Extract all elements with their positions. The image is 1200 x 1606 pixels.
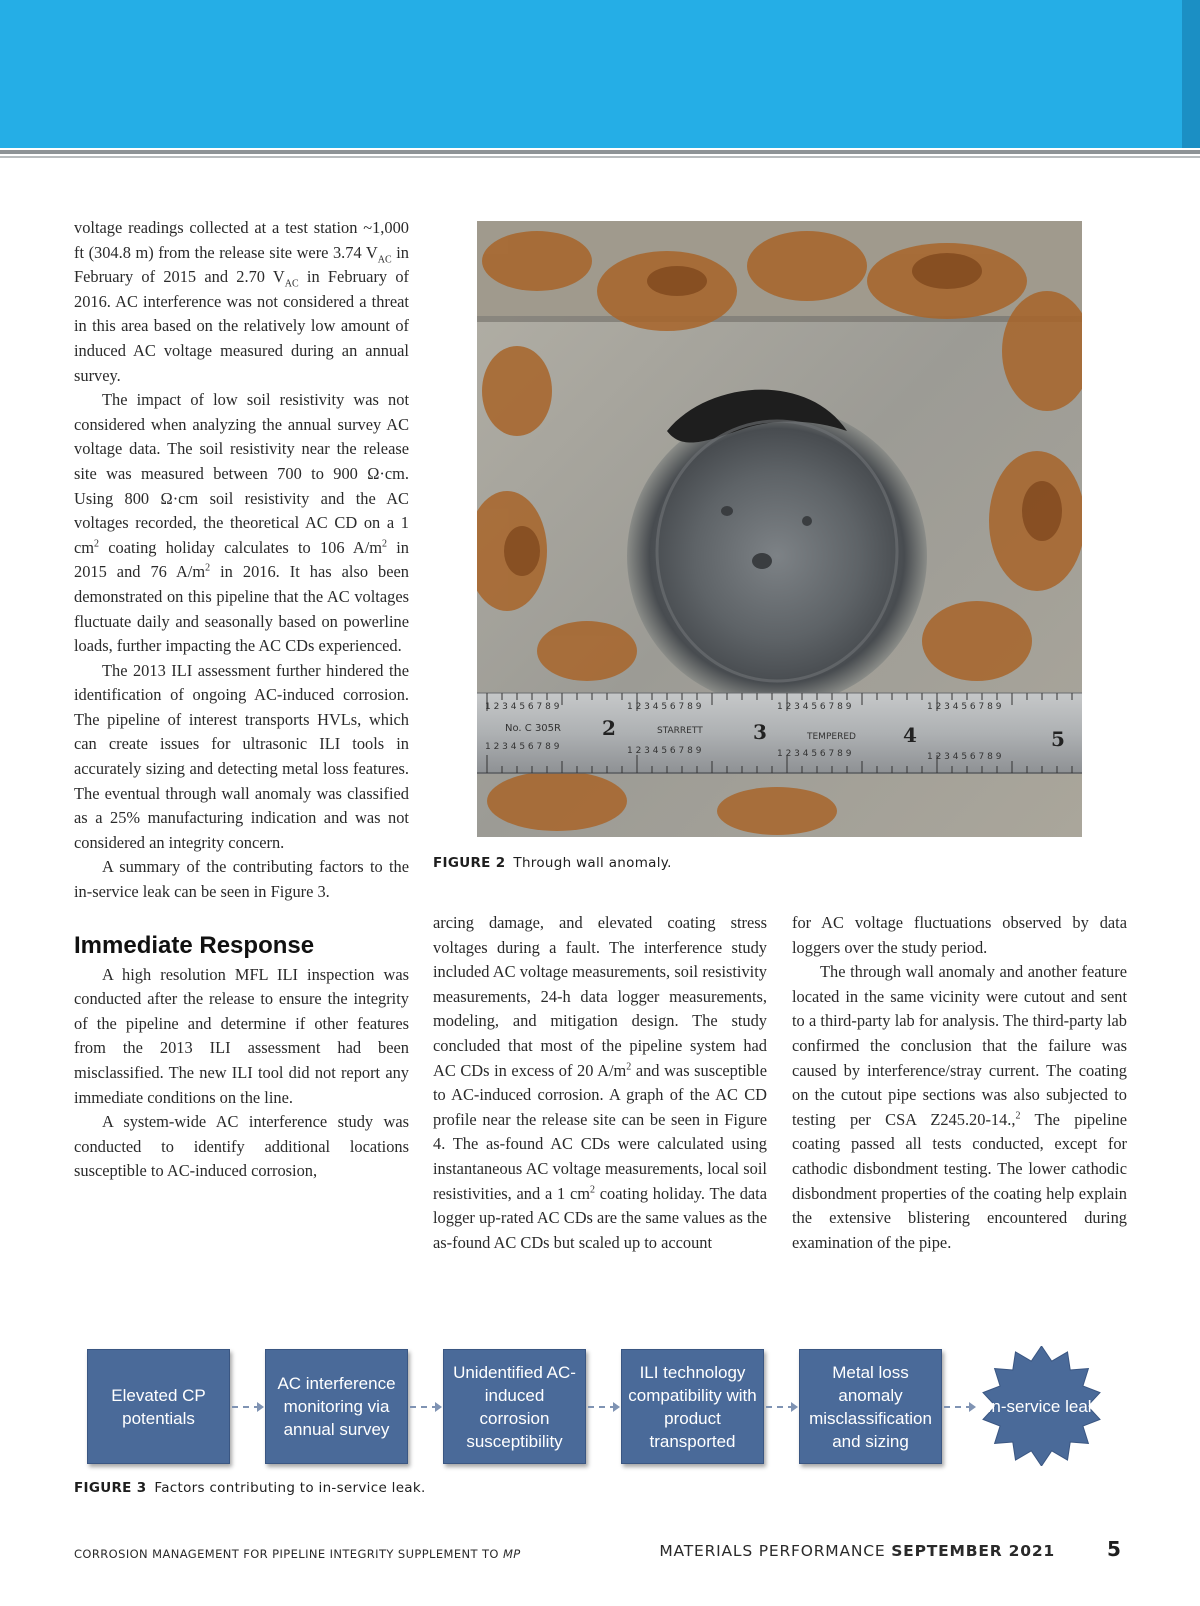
footer-issue: MATERIALS PERFORMANCE SEPTEMBER 2021 — [659, 1542, 1055, 1560]
paragraph: A summary of the contributing factors to the in-service leak can be seen in Figure 3. — [74, 857, 409, 902]
figure-3-caption — [74, 1480, 426, 1496]
ruler-digits-top: 1 2 3 4 5 6 7 8 9 — [927, 702, 1002, 712]
ruler-digits-bottom: 1 2 3 4 5 6 7 8 9 — [485, 742, 560, 752]
flow-box-elevated-cp: Elevated CP potentials — [87, 1349, 230, 1464]
header-rule — [0, 150, 1200, 154]
figure-3-flowchart — [74, 1335, 1134, 1470]
flow-arrow — [766, 1406, 794, 1408]
header-band-edge — [1182, 0, 1200, 148]
paragraph: A system-wide AC interference study was conducted to identify additional locations susceptible to AC-induced corrosion, — [74, 1112, 409, 1181]
paragraph: The through wall anomaly and another feature located in the same vicinity were cutout and sent to a third-party lab for analysis. The third-party lab confirmed the conclusion that the failure was caused by interference/stray current. The coating on the cutout pipe sections was also subjected to testing per CSA Z245.20-14.,$^2$ The pipeline coating passed all tests conducted, except for cathodic disbondment testing. The lower cathodic disbondment properties of the coating help explain the extensive blistering encountered during examination of the pipe. — [792, 962, 1127, 1252]
page-number: 5 — [1107, 1537, 1121, 1561]
paragraph: The 2013 ILI assessment further hindered the identification of ongoing AC-induced corrosion. The pipeline of interest transports HVLs, which can create issues for ultrasonic ILI tools in accurately sizing and detecting metal loss features. The eventual through wall anomaly was classified as a 25% manufacturing indication and was not considered an integrity concern. — [74, 660, 409, 852]
ruler-digits-bottom: 1 2 3 4 5 6 7 8 9 — [627, 746, 702, 756]
figure-2-label: FIGURE 2 — [433, 855, 506, 871]
flow-box-ili-compatibility: ILI technology compatibility with product transported — [621, 1349, 764, 1464]
paragraph: The impact of low soil resistivity was not considered when analyzing the annual survey AC voltage data. The soil resistivity near the release site was measured between 700 to 900 Ω·cm. Using 800 Ω·cm soil resistivity and the AC voltages recorded, the theoretical AC CD on a 1 $cm^2$ coating holiday calculates to 106 $A/m^2$ in 2015 and 76 $A/m^2$ in 2016. It has also been demonstrated on this pipeline that the AC voltages fluctuate daily and seasonally based on powerline loads, further impacting the AC CDs experienced. — [74, 390, 409, 656]
flow-arrow — [944, 1406, 972, 1408]
ruler-brand: STARRETT — [657, 726, 703, 736]
text-column-2 — [433, 911, 767, 1255]
text-column-1 — [74, 216, 409, 1184]
paragraph: A high resolution MFL ILI inspection was conducted after the release to ensure the integrity of the pipeline and determine if other features from the 2013 ILI assessment had been misclassified. The new ILI tool did not report any immediate conditions on the line. — [74, 964, 409, 1107]
flow-arrow — [588, 1406, 616, 1408]
ruler-tempered: TEMPERED — [807, 732, 856, 742]
ruler-digits-top: 1 2 3 4 5 6 7 8 9 — [777, 702, 852, 712]
figure-2-caption — [433, 855, 672, 871]
ruler-model: No. C 305R — [505, 723, 561, 734]
ruler-major-4: 4 — [903, 723, 917, 747]
paragraph: for AC voltage fluctuations observed by data loggers over the study period. — [792, 913, 1127, 957]
text-column-3 — [792, 911, 1127, 1255]
ruler-major-2: 2 — [602, 716, 616, 740]
flow-box-metal-loss: Metal loss anomaly misclassification and sizing — [799, 1349, 942, 1464]
paragraph: arcing damage, and elevated coating stress voltages during a fault. The interference study included AC voltage measurements, soil resistivity measurements, 24-h data logger measurements, modeling, and mitigation design. The study concluded that most of the pipeline system had AC CDs in excess of 20 $A/m^2$ and was susceptible to AC-induced corrosion. A graph of the AC CD profile near the release site can be seen in Figure 4. The as-found AC CDs were calculated using instantaneous AC voltage measurements, local soil resistivities, and a 1 $cm^2$ coating holiday. The data logger up-rated AC CDs are the same values as the as-found AC CDs but scaled up to account — [433, 913, 767, 1252]
section-heading: Immediate Response — [74, 931, 315, 959]
ruler-major-5: 5 — [1051, 727, 1065, 751]
flow-box-ac-monitoring: AC interference monitoring via annual survey — [265, 1349, 408, 1464]
flow-arrow — [232, 1406, 260, 1408]
flow-star-label: In-service leak — [986, 1396, 1097, 1416]
flow-box-unidentified-corrosion: Unidentified AC-induced corrosion susceptibility — [443, 1349, 586, 1464]
ruler-digits-bottom: 1 2 3 4 5 6 7 8 9 — [927, 752, 1002, 762]
ruler-digits-top: 1 2 3 4 5 6 7 8 9 — [485, 702, 560, 712]
flow-arrow — [410, 1406, 438, 1408]
paragraph: voltage readings collected at a test station ~1,000 ft (304.8 m) from the release site were 3.74 $V_{AC}$ in February of 2015 and 2.70 $V_{AC}$ in February of 2016. AC interference was not considered a threat in this area based on the relatively low amount of induced AC voltage measured during an annual survey. — [74, 218, 409, 385]
figure-3-label: FIGURE 3 — [74, 1480, 147, 1496]
ruler-digits-bottom: 1 2 3 4 5 6 7 8 9 — [777, 749, 852, 759]
header-band — [0, 0, 1200, 148]
ruler-digits-top: 1 2 3 4 5 6 7 8 9 — [627, 702, 702, 712]
footer-publication: CORROSION MANAGEMENT FOR PIPELINE INTEGRITY SUPPLEMENT TO MP — [74, 1547, 521, 1561]
figure-2-title: Through wall anomaly. — [513, 855, 672, 871]
ruler-major-3: 3 — [753, 720, 767, 744]
figure-3-title: Factors contributing to in-service leak. — [154, 1480, 426, 1496]
header-rule-thin — [0, 156, 1200, 158]
figure-2-photo — [477, 221, 1082, 837]
